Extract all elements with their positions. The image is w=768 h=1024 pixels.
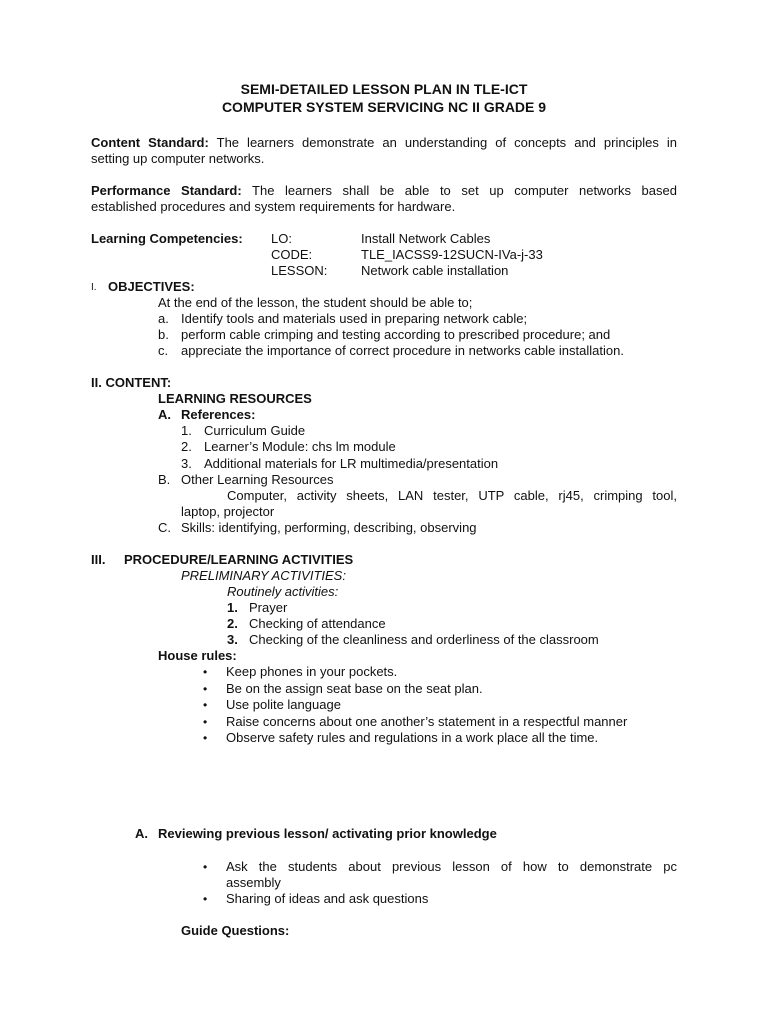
review-marker: A.: [135, 826, 148, 841]
procedure-numeral: III.: [91, 552, 106, 567]
house-rule-5: Observe safety rules and regulations in a work place all the time.: [226, 730, 599, 745]
reference-item-1: Curriculum Guide: [204, 423, 306, 438]
procedure-heading: PROCEDURE/LEARNING ACTIVITIES: [124, 552, 354, 567]
other-resources-label: Other Learning Resources: [181, 472, 334, 487]
routine-marker-2: 2.: [227, 616, 238, 631]
performance-standard: [91, 183, 677, 199]
competency-key-lo: LO:: [271, 231, 292, 246]
skills-text: Skills: identifying, performing, describing, observing: [181, 520, 477, 535]
content-standard-label: Content Standard:: [91, 135, 209, 150]
routine-item-3: Checking of the cleanliness and orderliness of the classroom: [249, 632, 599, 647]
house-rule-2: Be on the assign seat base on the seat plan.: [226, 681, 483, 696]
routine-marker-3: 3.: [227, 632, 238, 647]
other-resources-text: Computer, activity sheets, LAN tester, UTP cable, rj45, crimping tool,: [227, 488, 677, 503]
review-heading: Reviewing previous lesson/ activating prior knowledge: [158, 826, 497, 841]
bullet-icon: •: [203, 860, 208, 874]
bullet-icon: •: [203, 731, 208, 745]
performance-standard-text-cont: established procedures and system requirements for hardware.: [91, 199, 456, 214]
preliminary-activities: PRELIMINARY ACTIVITIES:: [181, 568, 346, 583]
routine-item-2: Checking of attendance: [249, 616, 386, 631]
other-resources-marker: B.: [158, 472, 171, 487]
content-standard: [91, 135, 677, 151]
review-item-1-cont: assembly: [226, 875, 281, 890]
objective-item-a: Identify tools and materials used in preparing network cable;: [181, 311, 528, 326]
guide-questions-label: Guide Questions:: [181, 923, 290, 938]
competency-value-lo: Install Network Cables: [361, 231, 491, 246]
review-item-2: Sharing of ideas and ask questions: [226, 891, 429, 906]
reference-marker-2: 2.: [181, 439, 192, 454]
objectives-numeral: I.: [91, 282, 97, 293]
house-rules-label: House rules:: [158, 648, 237, 663]
objective-item-c: appreciate the importance of correct procedure in networks cable installation.: [181, 343, 624, 358]
competency-key-code: CODE:: [271, 247, 313, 262]
house-rule-1: Keep phones in your pockets.: [226, 664, 398, 679]
competency-value-code: TLE_IACSS9-12SUCN-IVa-j-33: [361, 247, 543, 262]
reference-marker-3: 3.: [181, 456, 192, 471]
bullet-icon: •: [203, 665, 208, 679]
performance-standard-text: The learners shall be able to set up computer networks based: [252, 183, 677, 198]
routine-item-1: Prayer: [249, 600, 288, 615]
competencies-label: Learning Competencies:: [91, 231, 243, 246]
objective-marker-a: a.: [158, 311, 169, 326]
objective-marker-b: b.: [158, 327, 169, 342]
bullet-icon: •: [203, 715, 208, 729]
bullet-icon: •: [203, 698, 208, 712]
bullet-icon: •: [203, 682, 208, 696]
house-rule-4: Raise concerns about one another’s statement in a respectful manner: [226, 714, 628, 729]
content-heading: II. CONTENT:: [91, 375, 172, 390]
house-rule-3: Use polite language: [226, 697, 341, 712]
title-line-2: COMPUTER SYSTEM SERVICING NC II GRADE 9: [221, 99, 547, 115]
objective-marker-c: c.: [158, 343, 169, 358]
references-label: References:: [181, 407, 256, 422]
content-standard-text-cont: setting up computer networks.: [91, 151, 265, 166]
objective-item-b: perform cable crimping and testing according to prescribed procedure; and: [181, 327, 611, 342]
bullet-icon: •: [203, 892, 208, 906]
reference-marker-1: 1.: [181, 423, 192, 438]
routine-marker-1: 1.: [227, 600, 238, 615]
title-line-1: SEMI-DETAILED LESSON PLAN IN TLE-ICT: [240, 81, 528, 97]
reference-item-3: Additional materials for LR multimedia/presentation: [204, 456, 499, 471]
skills-marker: C.: [158, 520, 171, 535]
competency-value-lesson: Network cable installation: [361, 263, 509, 278]
routine-activities: Routinely activities:: [227, 584, 339, 599]
reference-item-2: Learner’s Module: chs lm module: [204, 439, 396, 454]
performance-standard-label: Performance Standard:: [91, 183, 242, 198]
references-marker: A.: [158, 407, 171, 422]
objectives-heading: OBJECTIVES:: [108, 279, 195, 294]
competency-key-lesson: LESSON:: [271, 263, 328, 278]
content-standard-text: The learners demonstrate an understanding of concepts and principles in: [216, 135, 677, 150]
other-resources-text-cont: laptop, projector: [181, 504, 275, 519]
learning-resources-heading: LEARNING RESOURCES: [158, 391, 312, 406]
objectives-intro: At the end of the lesson, the student should be able to;: [158, 295, 473, 310]
review-item-1: Ask the students about previous lesson of how to demonstrate pc: [226, 859, 677, 874]
